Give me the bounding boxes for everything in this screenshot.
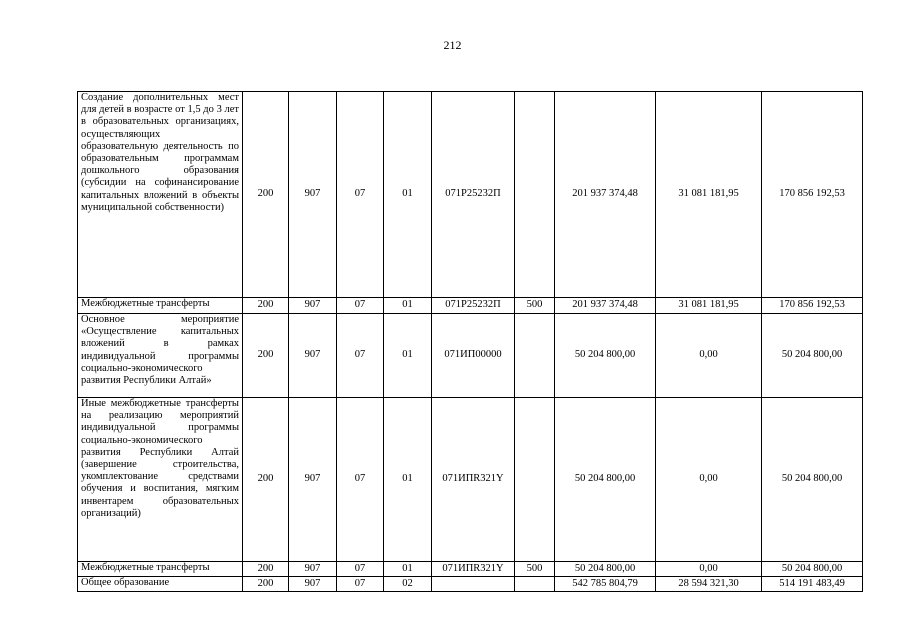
cell-target-article: 071P25232П bbox=[432, 92, 515, 298]
cell-target-article: 071ИП00000 bbox=[432, 314, 515, 398]
cell-admin: 200 bbox=[243, 562, 289, 577]
cell-section: 07 bbox=[337, 314, 384, 398]
row-name: Создание дополнительных мест для детей в возрасте от 1,5 до 3 лет в образовательных организациях, осуществляющих образовательную деятельность по образовательным программам дошкольного образования (субсидии на софинансирование капитальных вложений в объекты муниципальной собственности) bbox=[78, 92, 243, 298]
page-number: 212 bbox=[443, 38, 462, 52]
cell-amount-total: 50 204 800,00 bbox=[555, 562, 656, 577]
cell-amount-3: 514 191 483,49 bbox=[762, 577, 863, 592]
cell-expense-type: 500 bbox=[515, 562, 555, 577]
cell-amount-total: 50 204 800,00 bbox=[555, 314, 656, 398]
cell-amount-2: 0,00 bbox=[656, 562, 762, 577]
cell-admin: 200 bbox=[243, 577, 289, 592]
cell-subsection: 02 bbox=[384, 577, 432, 592]
cell-section: 07 bbox=[337, 92, 384, 298]
budget-table bbox=[77, 91, 863, 592]
cell-amount-3: 170 856 192,53 bbox=[762, 298, 863, 314]
cell-amount-2: 31 081 181,95 bbox=[656, 298, 762, 314]
row-name: Межбюджетные трансферты bbox=[78, 298, 243, 314]
cell-amount-3: 50 204 800,00 bbox=[762, 398, 863, 562]
row-name: Общее образование bbox=[78, 577, 243, 592]
cell-target-article: 071ИПR321Y bbox=[432, 398, 515, 562]
cell-amount-total: 201 937 374,48 bbox=[555, 298, 656, 314]
cell-expense-type bbox=[515, 92, 555, 298]
cell-amount-3: 170 856 192,53 bbox=[762, 92, 863, 298]
table-row bbox=[78, 398, 863, 562]
cell-target-article: 071ИПR321Y bbox=[432, 562, 515, 577]
cell-section: 07 bbox=[337, 398, 384, 562]
cell-ministry: 907 bbox=[289, 298, 337, 314]
cell-subsection: 01 bbox=[384, 92, 432, 298]
row-name: Межбюджетные трансферты bbox=[78, 562, 243, 577]
cell-amount-3: 50 204 800,00 bbox=[762, 314, 863, 398]
cell-amount-2: 0,00 bbox=[656, 314, 762, 398]
cell-amount-2: 31 081 181,95 bbox=[656, 92, 762, 298]
cell-admin: 200 bbox=[243, 314, 289, 398]
row-name: Иные межбюджетные трансферты на реализацию мероприятий индивидуальной программы социально-экономического развития Республики Алтай (завершение строительства, укомплектование средствами обучения и воспитания, мягким инвентарем образовательных организаций) bbox=[78, 398, 243, 562]
cell-expense-type bbox=[515, 577, 555, 592]
cell-section: 07 bbox=[337, 298, 384, 314]
cell-ministry: 907 bbox=[289, 314, 337, 398]
cell-admin: 200 bbox=[243, 298, 289, 314]
cell-subsection: 01 bbox=[384, 562, 432, 577]
cell-amount-2: 0,00 bbox=[656, 398, 762, 562]
table-row bbox=[78, 314, 863, 398]
cell-amount-total: 50 204 800,00 bbox=[555, 398, 656, 562]
cell-expense-type bbox=[515, 398, 555, 562]
cell-amount-total: 542 785 804,79 bbox=[555, 577, 656, 592]
cell-subsection: 01 bbox=[384, 298, 432, 314]
cell-target-article: 071P25232П bbox=[432, 298, 515, 314]
cell-amount-total: 201 937 374,48 bbox=[555, 92, 656, 298]
cell-section: 07 bbox=[337, 562, 384, 577]
cell-target-article bbox=[432, 577, 515, 592]
table-row bbox=[78, 92, 863, 298]
cell-admin: 200 bbox=[243, 92, 289, 298]
cell-ministry: 907 bbox=[289, 92, 337, 298]
cell-amount-3: 50 204 800,00 bbox=[762, 562, 863, 577]
table-row bbox=[78, 562, 863, 577]
cell-ministry: 907 bbox=[289, 577, 337, 592]
table-row bbox=[78, 298, 863, 314]
cell-expense-type: 500 bbox=[515, 298, 555, 314]
table-row bbox=[78, 577, 863, 592]
cell-subsection: 01 bbox=[384, 398, 432, 562]
row-name: Основное мероприятие «Осуществление капитальных вложений в рамках индивидуальной программы социально-экономического развития Республики Алтай» bbox=[78, 314, 243, 398]
cell-ministry: 907 bbox=[289, 562, 337, 577]
cell-admin: 200 bbox=[243, 398, 289, 562]
cell-expense-type bbox=[515, 314, 555, 398]
cell-ministry: 907 bbox=[289, 398, 337, 562]
cell-section: 07 bbox=[337, 577, 384, 592]
cell-amount-2: 28 594 321,30 bbox=[656, 577, 762, 592]
cell-subsection: 01 bbox=[384, 314, 432, 398]
